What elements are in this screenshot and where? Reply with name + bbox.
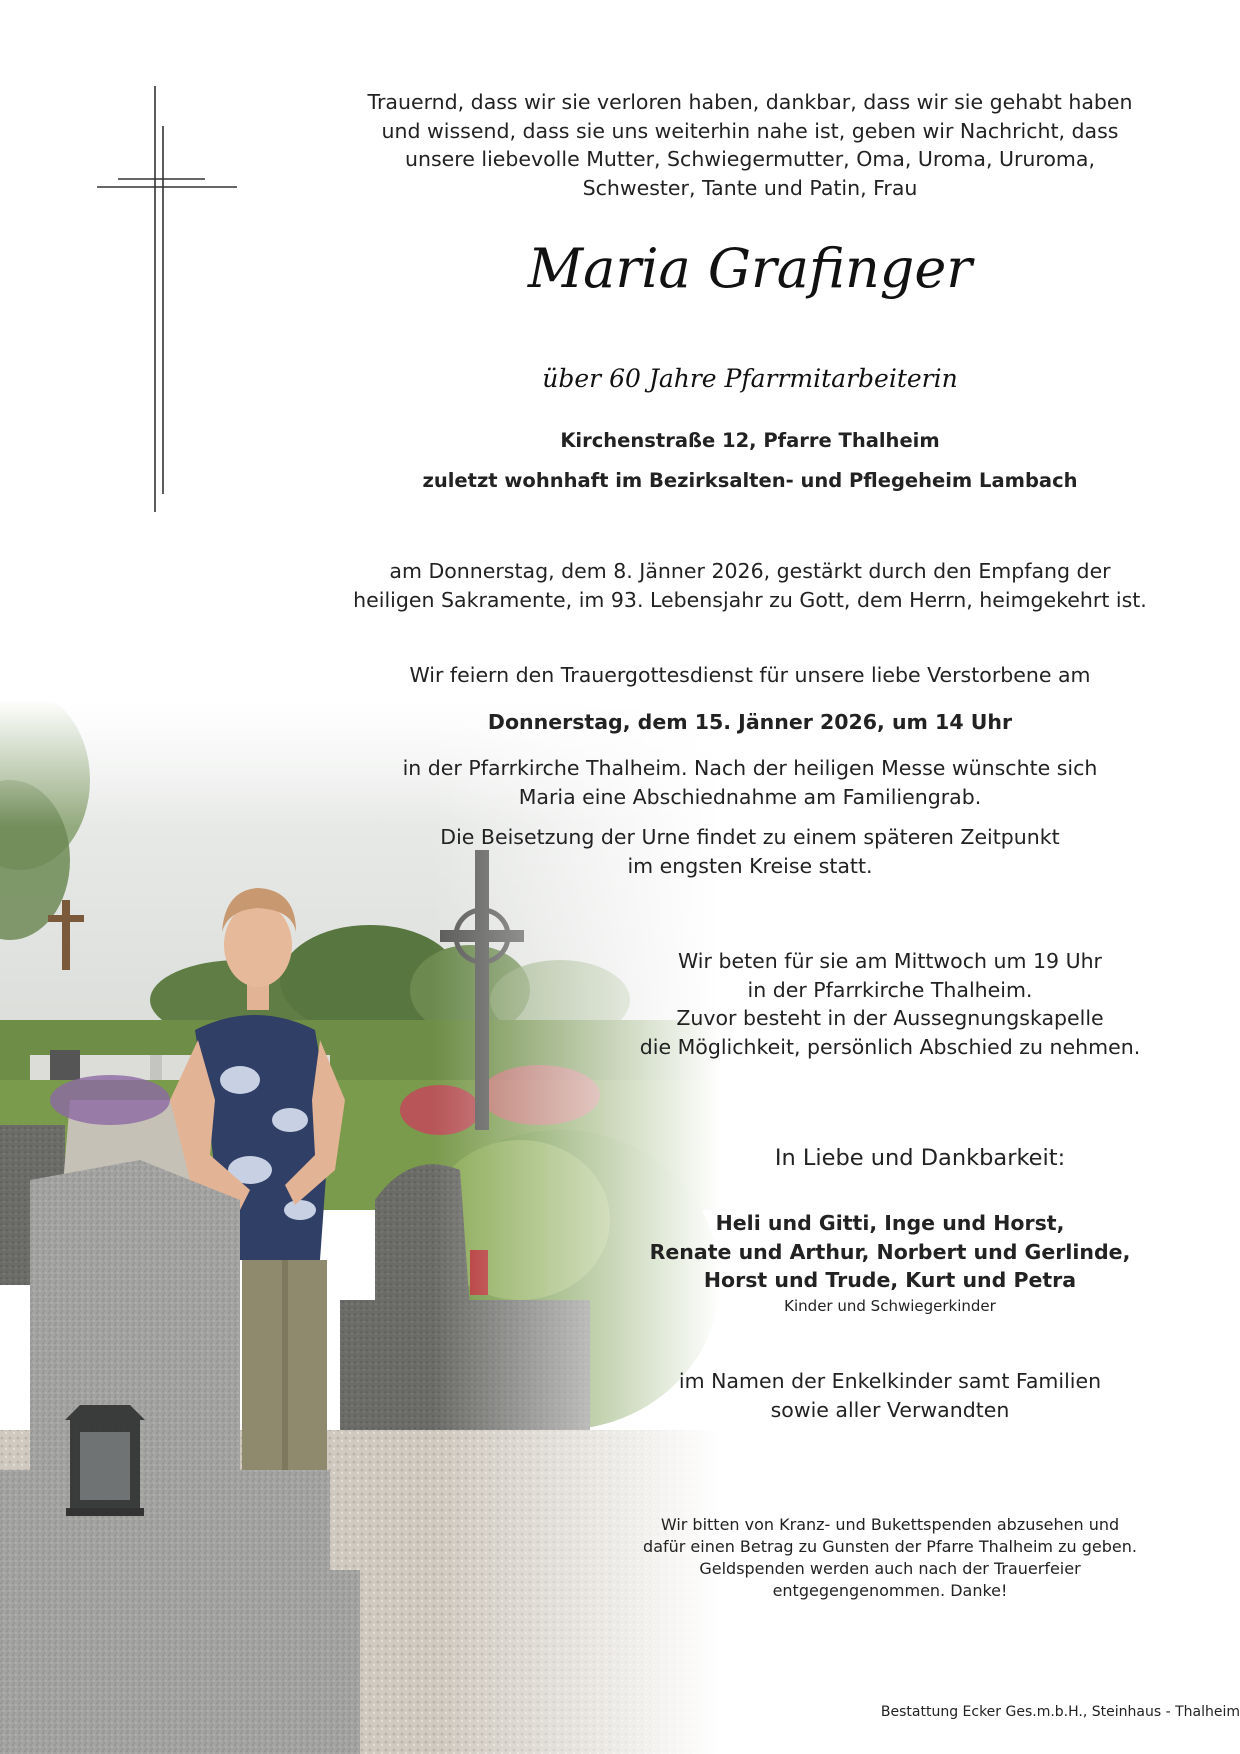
donation-line: entgegengenommen. Danke! [772,1581,1008,1600]
donation-line: Wir bitten von Kranz- und Bukettspenden abzusehen und [660,1515,1120,1534]
intro-line: Trauernd, dass wir sie verloren haben, dankbar, dass wir sie gehabt haben [367,90,1133,114]
prayer-line: Wir beten für sie am Mittwoch um 19 Uhr [677,949,1102,973]
burial-line: im engsten Kreise statt. [627,853,873,878]
undertaker-text: Bestattung Ecker Ges.m.b.H., Steinhaus - Thalheim [880,1704,1240,1720]
death-line: am Donnerstag, dem 8. Jänner 2026, gestärkt durch den Empfang der [389,559,1111,583]
donation-line: Geldspenden werden auch nach der Trauerfeier [699,1559,1081,1578]
intro-line: unsere liebevolle Mutter, Schwiegermutter, Oma, Uroma, Ururoma, [405,147,1095,171]
donation-line: dafür einen Betrag zu Gunsten der Pfarre Thalheim zu geben. [643,1537,1137,1556]
deceased-name: Maria Grafinger [527,237,973,300]
grandchildren-line: sowie aller Verwandten [770,1397,1010,1422]
family-names [600,1209,1180,1295]
service-place-line: in der Pfarrkirche Thalheim. Nach der heiligen Messe wünschte sich [402,756,1098,780]
prayer-line: Zuvor besteht in der Aussegnungskapelle [676,1006,1104,1030]
service-date: Donnerstag, dem 15. Jänner 2026, um 14 Uhr [487,710,1013,734]
prayer-notice [620,947,1160,1061]
grandchildren-line: im Namen der Enkelkinder samt Familien [678,1369,1102,1393]
address-line: Kirchenstraße 12, Pfarre Thalheim [560,429,940,452]
donation-notice [600,1514,1180,1602]
grandchildren-notice [620,1367,1160,1424]
death-notice [320,557,1180,614]
family-caption: Kinder und Schwiegerkinder [784,1297,996,1315]
service-place [350,754,1150,811]
prayer-line: die Möglichkeit, persönlich Abschied zu nehmen. [639,1034,1141,1059]
intro-line: Schwester, Tante und Patin, Frau [582,175,918,200]
family-line: Renate und Arthur, Norbert und Gerlinde, [649,1239,1131,1264]
service-intro: Wir feiern den Trauergottesdienst für unsere liebe Verstorbene am [409,663,1091,687]
death-line: heiligen Sakramente, im 93. Lebensjahr zu Gott, dem Herrn, heimgekehrt ist. [353,587,1147,612]
family-line: Heli und Gitti, Inge und Horst, [715,1211,1065,1235]
residence-line: zuletzt wohnhaft im Bezirksalten- und Pflegeheim Lambach [422,469,1078,492]
undertaker-credit [780,1702,1240,1722]
love-heading: In Liebe und Dankbarkeit: [774,1145,1066,1171]
intro-line: und wissend, dass sie uns weiterhin nahe ist, geben wir Nachricht, dass [381,118,1119,143]
family-line: Horst und Trude, Kurt und Petra [703,1268,1077,1292]
service-place-line: Maria eine Abschiednahme am Familiengrab. [518,784,982,809]
burial-notice [370,823,1130,880]
deceased-subtitle: über 60 Jahre Pfarrmitarbeiterin [542,364,958,393]
intro-text [320,88,1180,202]
burial-line: Die Beisetzung der Urne findet zu einem späteren Zeitpunkt [440,825,1060,849]
prayer-line: in der Pfarrkirche Thalheim. [747,977,1033,1002]
